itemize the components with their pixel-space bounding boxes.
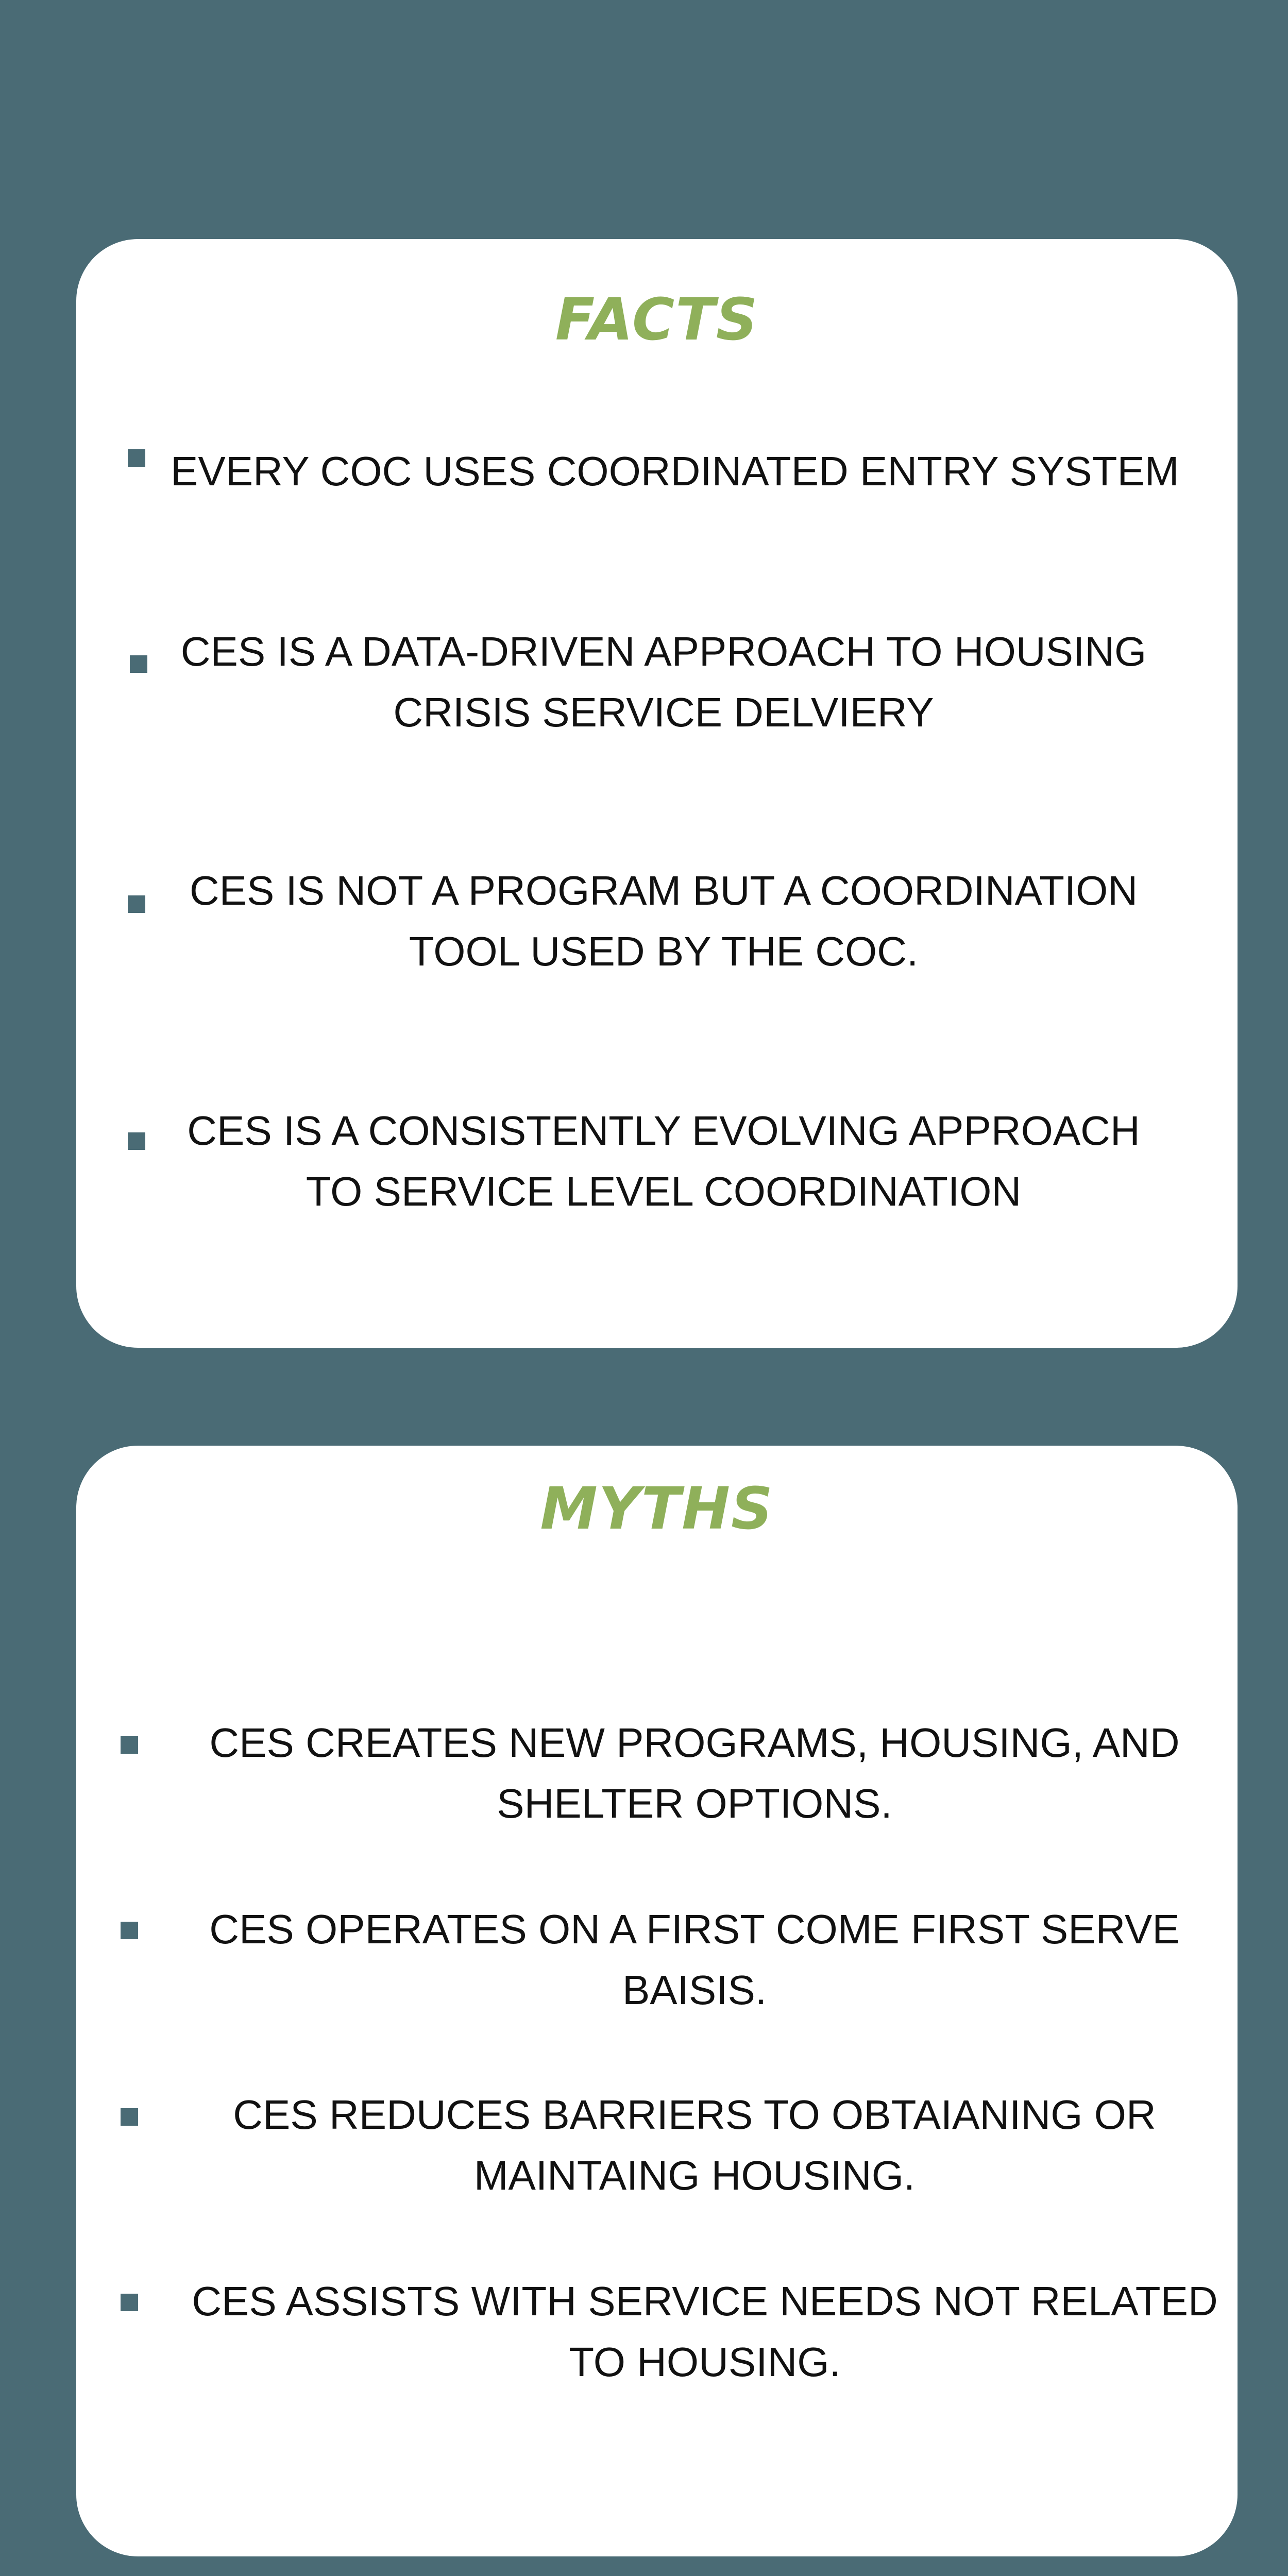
facts-card	[76, 239, 1238, 1348]
myths-item-text: CES REDUCES BARRIERS TO OBTAIANING OR MAINTAING HOUSING.	[233, 2092, 1156, 2198]
square-bullet-icon	[121, 1736, 138, 1754]
facts-title: FACTS	[555, 286, 759, 353]
myths-card	[76, 1446, 1238, 2556]
facts-item-text: CES IS A DATA-DRIVEN APPROACH TO HOUSING CRISIS SERVICE DELVIERY	[180, 629, 1147, 735]
myths-item-text: CES CREATES NEW PROGRAMS, HOUSING, AND SHELTER OPTIONS.	[209, 1720, 1180, 1826]
facts-item-text: CES IS NOT A PROGRAM BUT A COORDINATION TOOL USED BY THE COC.	[189, 868, 1138, 974]
square-bullet-icon	[128, 895, 145, 913]
square-bullet-icon	[128, 449, 145, 467]
square-bullet-icon	[121, 2108, 138, 2126]
facts-item-text: CES IS A CONSISTENTLY EVOLVING APPROACH TO SERVICE LEVEL COORDINATION	[187, 1108, 1140, 1214]
myths-item-text: CES ASSISTS WITH SERVICE NEEDS NOT RELATED TO HOUSING.	[192, 2278, 1218, 2385]
myths-title: MYTHS	[540, 1476, 774, 1543]
square-bullet-icon	[121, 1922, 138, 1939]
square-bullet-icon	[130, 655, 147, 673]
facts-item-text: EVERY COC USES COORDINATED ENTRY SYSTEM	[171, 448, 1179, 494]
square-bullet-icon	[121, 2294, 138, 2311]
square-bullet-icon	[128, 1132, 145, 1150]
myths-item-text: CES OPERATES ON A FIRST COME FIRST SERVE BAISIS.	[209, 1906, 1180, 2013]
